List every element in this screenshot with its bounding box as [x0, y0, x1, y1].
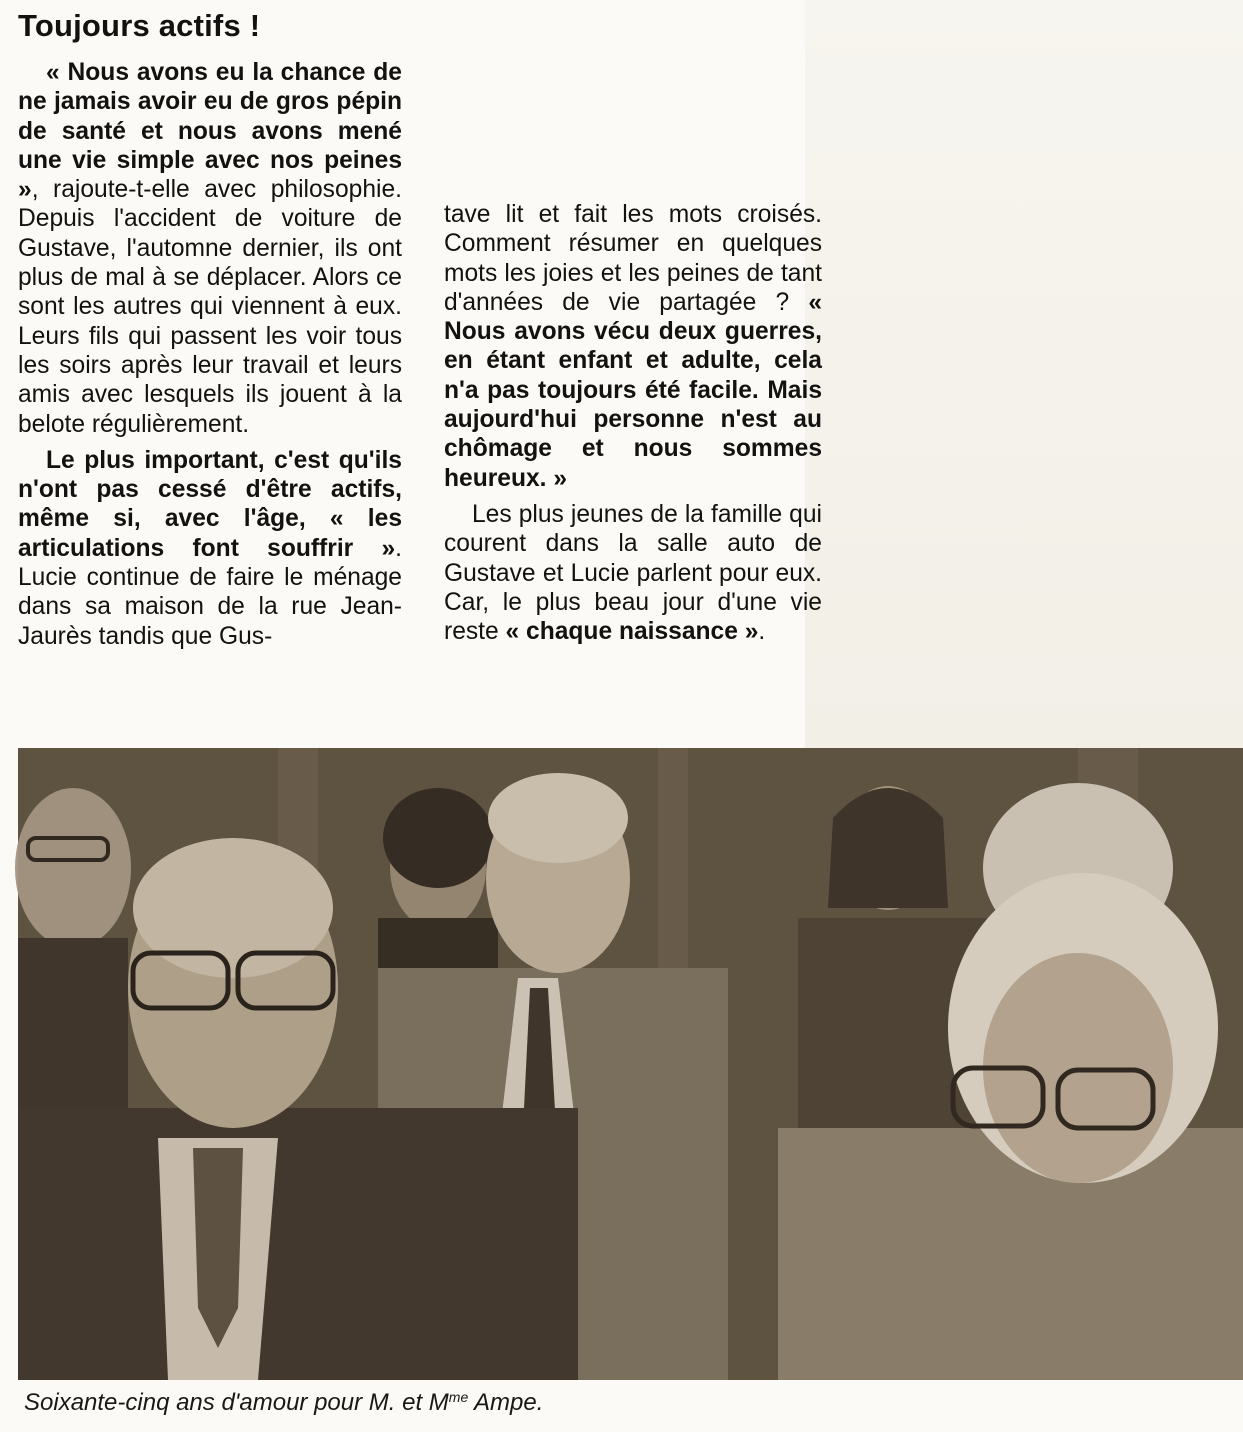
quote-text: « chaque naissance »: [505, 618, 759, 646]
paragraph: [444, 500, 822, 646]
body-text: , rajoute-t-elle avec philosophie. Depuis l'accident de voiture de Gustave, l'automne dernier, ils ont plus de mal à se déplacer. Alors ce sont les autres qui viennent à eux. Leurs fils qui passent les voir tous les soirs après leur travail et leurs amis avec lesquels ils jouent à la belote régulièrement.: [18, 176, 402, 438]
caption-text: Soixante-cinq ans d'amour pour M. et M: [24, 1389, 449, 1416]
quote-text: « Nous avons eu la chance de ne jamais avoir eu de gros pépin de santé et nous avons mené une vie simple avec nos peines »: [18, 59, 402, 204]
caption-superscript: me: [448, 1389, 469, 1405]
paragraph: [444, 200, 822, 493]
paragraph: [18, 446, 402, 651]
quote-text: « Nous avons vécu deux guerres, en étant enfant et adulte, cela n'a pas toujours été facile. Mais aujourd'hui personne n'est au chômage et nous sommes heureux. »: [444, 288, 822, 492]
article-column-1: [18, 58, 402, 651]
body-text: . Lucie continue de faire le ménage dans sa maison de la rue Jean-Jaurès tandis que Gus-: [18, 534, 402, 650]
paragraph: [18, 58, 402, 439]
blank-paper-area: [805, 0, 1243, 748]
body-text: tave lit et fait les mots croisés. Comment résumer en quelques mots les joies et les peines de tant d'années de vie partagée ?: [444, 201, 822, 316]
body-text: Les plus jeunes de la famille qui courent dans la salle auto de Gustave et Lucie parlent pour eux. Car, le plus beau jour d'une vie reste: [444, 500, 822, 646]
photo: [18, 748, 1243, 1380]
photo-illustration: [18, 748, 1243, 1380]
caption-text-end: Ampe.: [468, 1389, 544, 1416]
body-text: .: [758, 618, 766, 646]
photo-caption: [24, 1389, 543, 1417]
article-column-2: [444, 200, 822, 646]
article-title: Toujours actifs !: [18, 8, 261, 43]
emphasis-text: Le plus important, c'est qu'ils n'ont pas cessé d'être actifs, même si, avec l'âge, « les articulations font souffrir »: [18, 446, 402, 562]
